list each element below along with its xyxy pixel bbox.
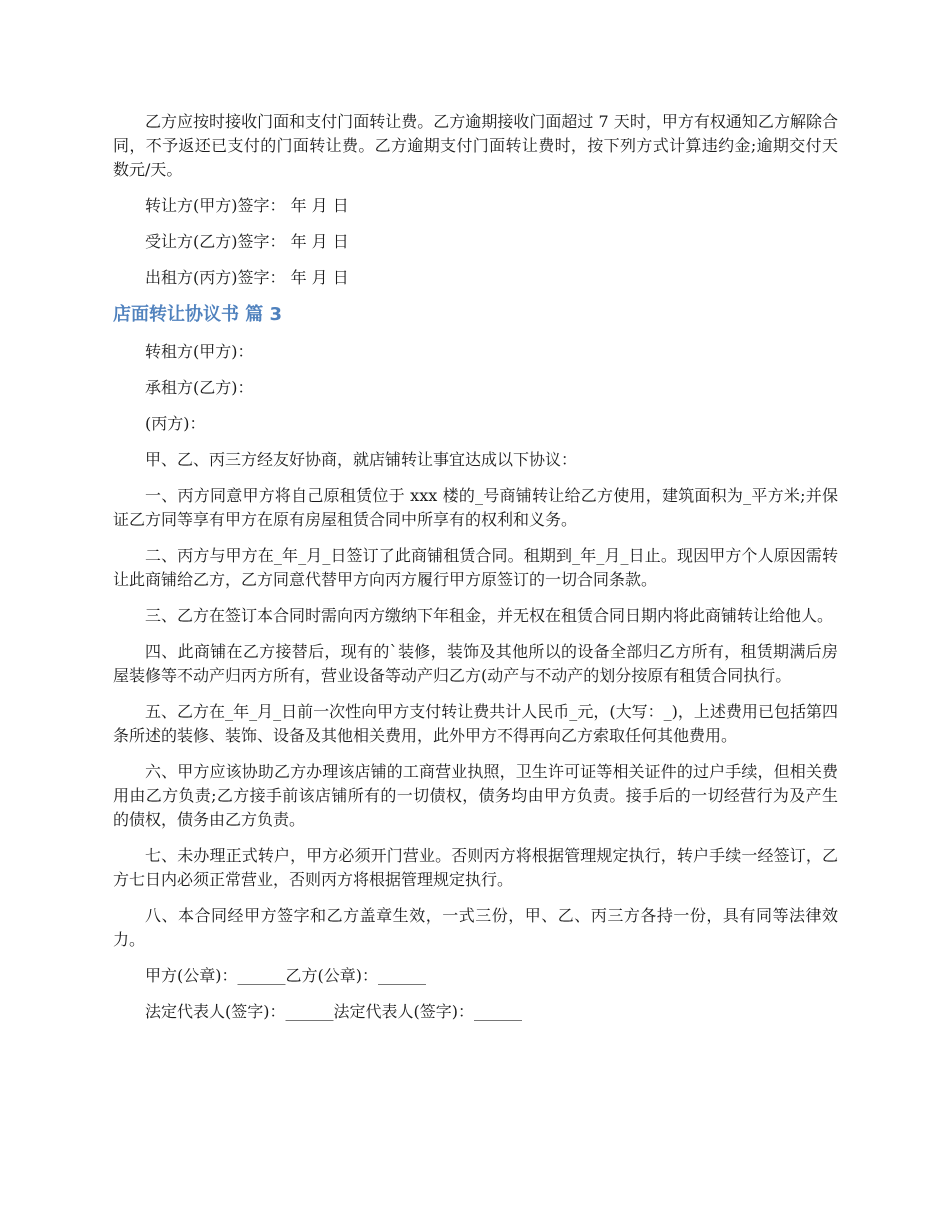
signature-transferor: 转让方(甲方)签字： 年 月 日: [145, 196, 349, 215]
clause-2: 二、丙方与甲方在_年_月_日签订了此商铺租赁合同。租期到_年_月_日止。现因甲方个人原因需转让此商铺给乙方，乙方同意代替甲方向丙方履行甲方原签订的一切合同条款。: [113, 546, 838, 589]
party-c-line: (丙方)：: [145, 414, 206, 433]
agreement-intro: 甲、乙、丙三方经友好协商，就店铺转让事宜达成以下协议：: [145, 450, 578, 469]
clause-1: 一、丙方同意甲方将自己原租赁位于 xxx 楼的_号商铺转让给乙方使用，建筑面积为_平方米;并保证乙方同等享有甲方在原有房屋租赁合同中所享有的权利和义务。: [113, 486, 838, 529]
seal-line: 甲方(公章)：______乙方(公章)：______: [145, 966, 426, 985]
clause-5: 五、乙方在_年_月_日前一次性向甲方支付转让费共计人民币_元，(大写：_)，上述费用已包括第四条所述的装修、装饰、设备及其他相关费用，此外甲方不得再向乙方索取任何其他费用。: [113, 702, 838, 745]
legal-rep-line: 法定代表人(签字)：______法定代表人(签字)：______: [145, 1002, 522, 1021]
clause-6: 六、甲方应该协助乙方办理该店铺的工商营业执照，卫生许可证等相关证件的过户手续，但相关费用由乙方负责;乙方接手前该店铺所有的一切债权，债务均由甲方负责。接手后的一切经营行为及产生的债权，债务由乙方负责。: [113, 762, 838, 829]
clause-7: 七、未办理正式转户，甲方必须开门营业。否则丙方将根据管理规定执行，转户手续一经签订，乙方七日内必须正常营业，否则丙方将根据管理规定执行。: [113, 846, 838, 889]
signature-lessor: 出租方(丙方)签字： 年 月 日: [145, 268, 349, 287]
section-title: 店面转让协议书 篇 3: [113, 304, 283, 325]
clause-3: 三、乙方在签订本合同时需向丙方缴纳下年租金，并无权在租赁合同日期内将此商铺转让给他人。: [145, 606, 834, 625]
document-content: [113, 110, 838, 1036]
signature-transferee: 受让方(乙方)签字： 年 月 日: [145, 232, 349, 251]
paragraph-payment-terms: 乙方应按时接收门面和支付门面转让费。乙方逾期接收门面超过 7 天时，甲方有权通知乙方解除合同，不予返还已支付的门面转让费。乙方逾期支付门面转让费时，按下列方式计算违约金;逾期交付天数元/天。: [113, 112, 838, 179]
party-b-line: 承租方(乙方)：: [145, 378, 254, 397]
party-a-line: 转租方(甲方)：: [145, 342, 254, 361]
clause-4: 四、此商铺在乙方接替后，现有的`装修，装饰及其他所以的设备全部归乙方所有，租赁期满后房屋装修等不动产归丙方所有，营业设备等动产归乙方(动产与不动产的划分按原有租赁合同执行。: [113, 642, 838, 685]
clause-8: 八、本合同经甲方签字和乙方盖章生效，一式三份，甲、乙、丙三方各持一份，具有同等法律效力。: [113, 906, 838, 949]
